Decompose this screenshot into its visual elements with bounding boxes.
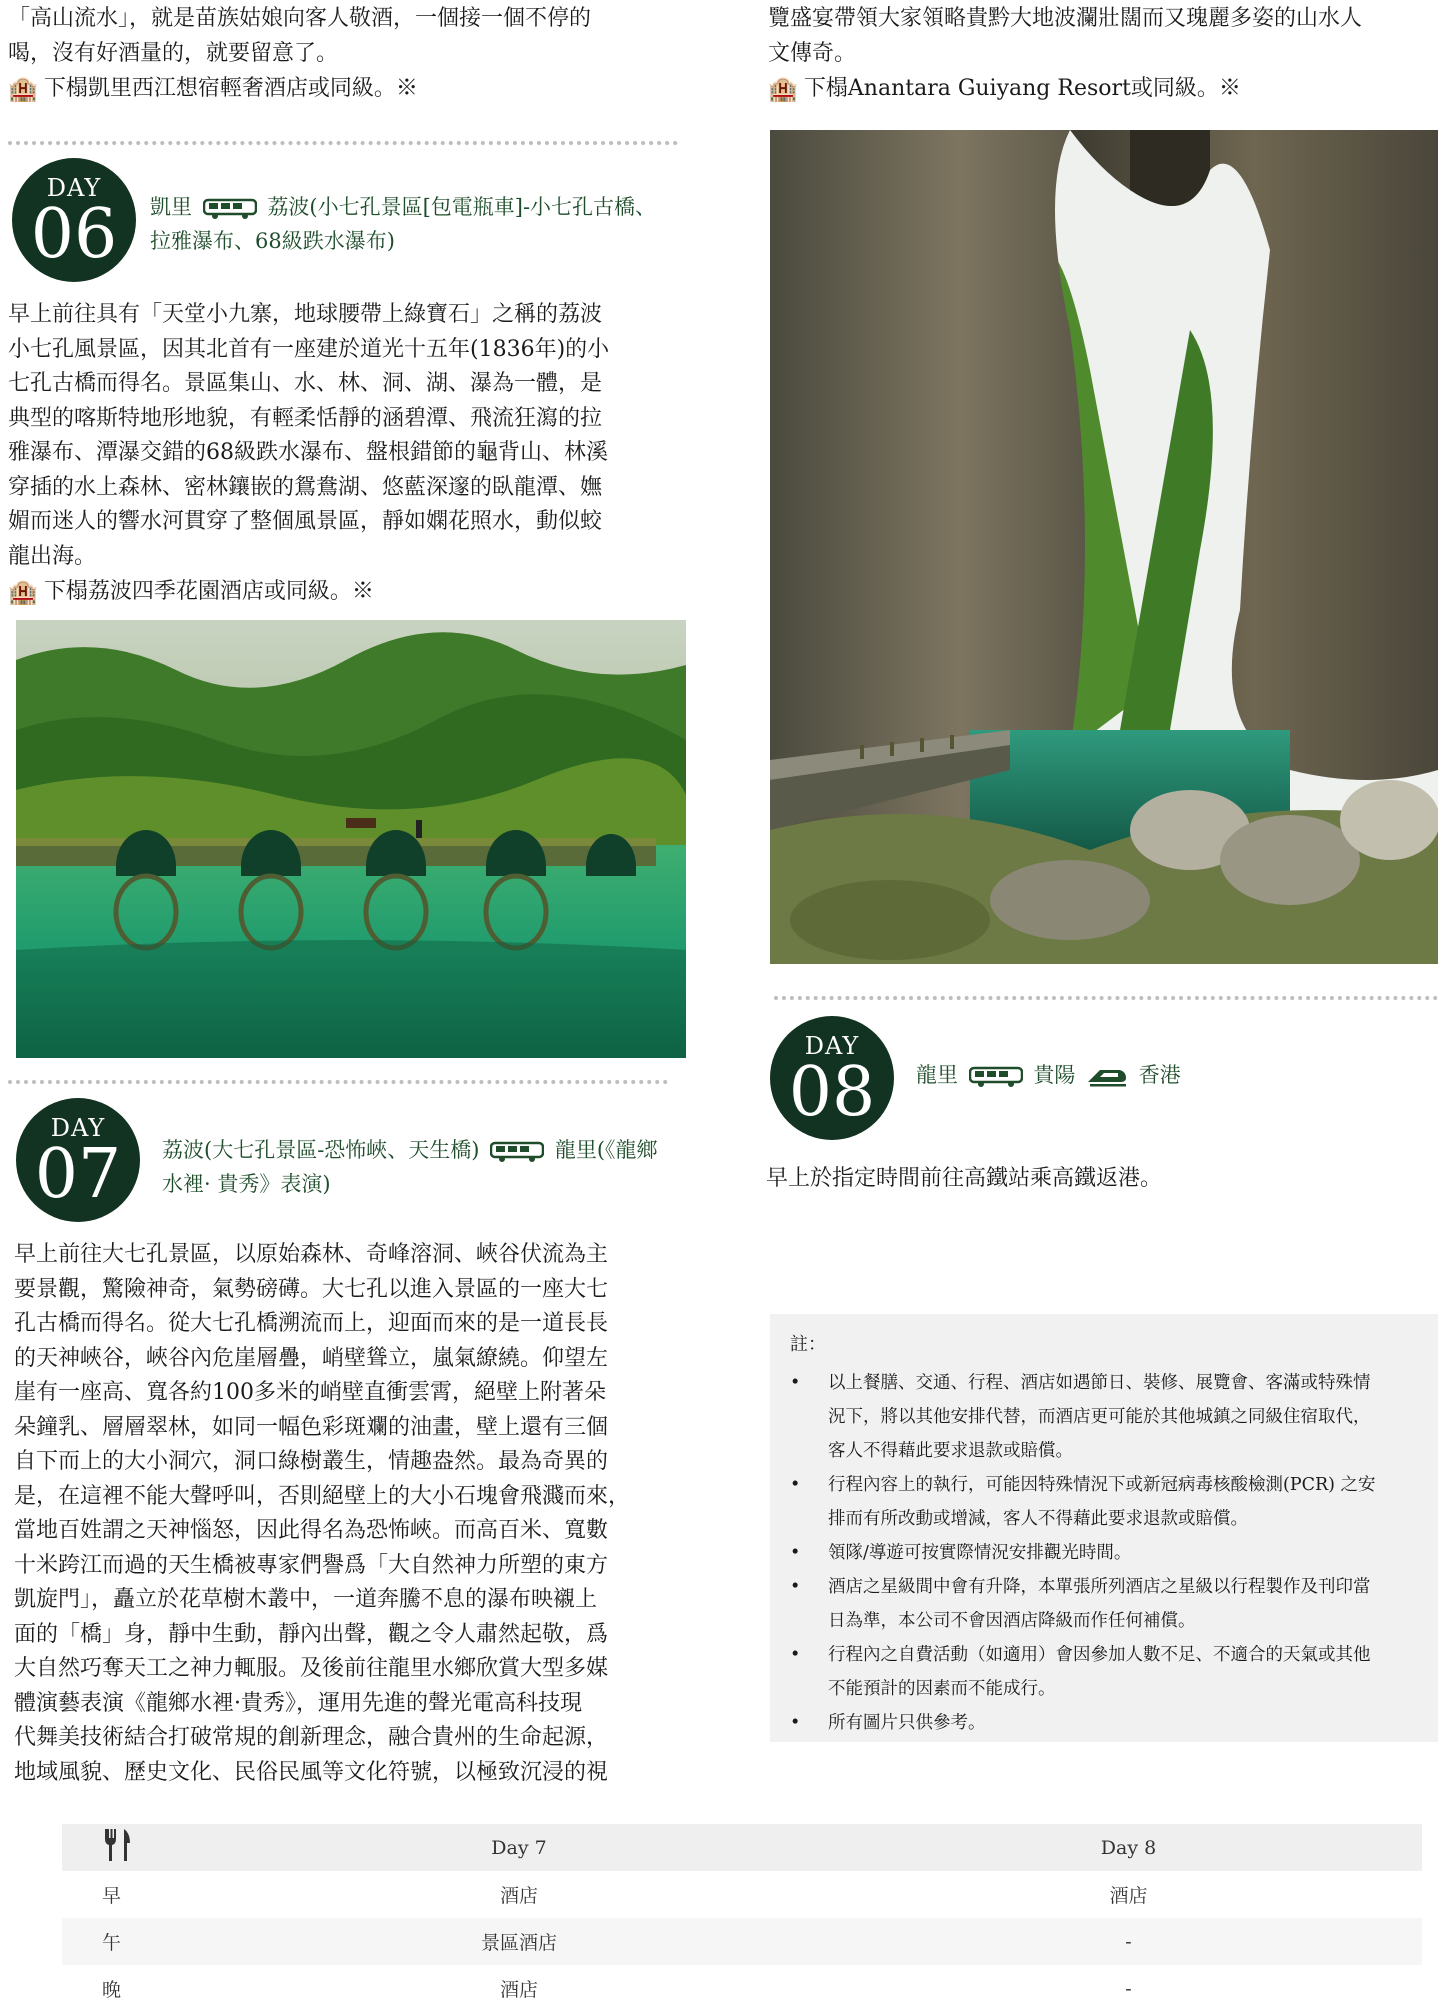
text-line: 是，在這裡不能大聲呼叫，否則絕壁上的大小石塊會飛濺而來， (14, 1483, 631, 1509)
xiaoqikong-bridge-photo (16, 620, 686, 1058)
note-item: • 酒店之星級間中會有升降，本單張所列酒店之星級以行程製作及刊印當 日為準，本公司不會因酒店降級而作任何補償。 (790, 1570, 1410, 1638)
text-line: 地域風貌、歷史文化、民俗民風等文化符號，以極致沉浸的視 (14, 1759, 609, 1785)
day05-continued-text (8, 2, 688, 71)
meals-header-day8: Day 8 (1100, 1836, 1157, 1859)
route-to: 荔波(小七孔景區[包電瓶車]-小七孔古橋、 (267, 195, 657, 219)
text-line: 大自然巧奪天工之神力輒服。及後前往龍里水鄉欣賞大型多媒 (14, 1656, 609, 1681)
hotel-icon: 🏨 (8, 74, 38, 103)
day07-continued-text (768, 2, 1440, 71)
notes-title: 註： (790, 1334, 826, 1355)
day06-description (8, 298, 688, 574)
text-line: 面的「橋」身，靜中生動，靜內出聲，觀之令人肅然起敬，爲 (14, 1621, 609, 1647)
bus-icon (969, 1066, 1023, 1088)
text-line: 早上前往具有「天堂小九寨，地球腰帶上綠寶石」之稱的荔波 (8, 302, 603, 327)
meal-day7: 景區酒店 (480, 1932, 557, 1954)
route-via: 貴陽 (1033, 1063, 1076, 1087)
text-line: 穿插的水上森林、密林鑲嵌的鴛鴦湖、悠藍深邃的臥龍潭、嫵 (8, 474, 603, 500)
divider (8, 1080, 668, 1084)
note-item: • 所有圖片只供參考。 (790, 1706, 1410, 1740)
text-line: 朵鐘乳、層層翠林，如同一幅色彩斑斕的油畫，壁上還有三個 (14, 1414, 609, 1440)
text-line: 當地百姓謂之天神惱怒，因此得名為恐怖峽。而高百米、寬數 (14, 1518, 609, 1543)
text-line: 十米跨江而過的天生橋被專家們譽爲「大自然神力所塑的東方 (14, 1552, 609, 1578)
meals-header-icon-cell (62, 1824, 203, 1871)
route-line-2: 水裡· 貴秀》表演) (162, 1172, 331, 1196)
day07-description (14, 1238, 704, 1790)
route-line-2: 拉雅瀑布、68級跌水瀑布) (150, 229, 395, 253)
meal-day8: - (1125, 1930, 1132, 1953)
canyon-bridge-photo (770, 130, 1438, 964)
table-row (62, 1871, 1422, 1918)
hotel-text: 下榻Anantara Guiyang Resort或同級。※ (803, 76, 1241, 101)
day-number: 08 (788, 1053, 876, 1132)
meals-table (62, 1824, 1422, 2012)
fork-knife-icon (102, 1827, 132, 1863)
day-label: DAY (50, 1114, 106, 1142)
text-line: 崖有一座高、寬各約100多米的峭壁直衝雲霄，絕壁上附著朵 (14, 1380, 606, 1405)
text-line: 要景觀，驚險神奇，氣勢磅礡。大七孔以進入景區的一座大七 (14, 1276, 609, 1302)
table-row (62, 1965, 1422, 2012)
text-line: 文傳奇。 (768, 40, 857, 66)
meal-day7: 酒店 (499, 1979, 538, 2001)
day-badge-06 (12, 158, 136, 282)
text-line: 小七孔風景區，因其北首有一座建於道光十五年(1836年)的小 (8, 336, 610, 362)
day-number: 07 (34, 1135, 122, 1214)
text-line: 「高山流水」，就是苗族姑娘向客人敬酒，一個接一個不停的 (8, 6, 592, 31)
note-item: • 領隊/導遊可按實際情況安排觀光時間。 (790, 1536, 1410, 1570)
text-line: 早上前往大七孔景區，以原始森林、奇峰溶洞、峽谷伏流為主 (14, 1242, 609, 1267)
text-line: 覽盛宴帶領大家領略貴黔大地波瀾壯闊而又瑰麗多姿的山水人 (768, 6, 1363, 31)
note-item: • 以上餐膳、交通、行程、酒店如遇節日、裝修、展覽會、客滿或特殊情 況下，將以其他安排代替，而酒店更可能於其他城鎮之同級住宿取代， 客人不得藉此要求退款或賠償。 (790, 1366, 1410, 1468)
meal-name: 晚 (102, 1979, 122, 2001)
text-line: 孔古橋而得名。從大七孔橋溯流而上，迎面而來的是一道長長 (14, 1311, 609, 1336)
meals-header-day7: Day 7 (491, 1836, 547, 1859)
text-line: 的天神峽谷，峽谷內危崖層疊，峭壁聳立，嵐氣繚繞。仰望左 (14, 1345, 609, 1371)
day05-hotel (8, 72, 418, 106)
meal-name: 早 (102, 1885, 122, 1907)
meal-day8: - (1125, 1977, 1132, 2000)
day06-route (150, 190, 690, 258)
divider (8, 141, 678, 145)
day-badge-08 (770, 1016, 894, 1140)
text-line: 七孔古橋而得名。景區集山、水、林、洞、湖、瀑為一體，是 (8, 371, 603, 396)
notes-list (790, 1366, 1410, 1740)
day06-hotel (8, 575, 374, 609)
hotel-text: 下榻凱里西江想宿輕奢酒店或同級。※ (43, 76, 418, 101)
text-line: 代舞美技術結合打破常規的創新理念，融合貴州的生命起源， (14, 1725, 609, 1750)
meal-name: 午 (102, 1932, 122, 1954)
text-line: 典型的喀斯特地形地貌，有輕柔恬靜的涵碧潭、飛流狂瀉的拉 (8, 405, 603, 431)
text-line: 喝，沒有好酒量的，就要留意了。 (8, 40, 339, 66)
note-item: • 行程內容上的執行，可能因特殊情況下或新冠病毒核酸檢測(PCR) 之安 排而有所改動或增減，客人不得藉此要求退款或賠償。 (790, 1468, 1410, 1536)
day-badge-07 (16, 1098, 140, 1222)
hotel-icon: 🏨 (768, 74, 798, 103)
day08-description (766, 1162, 1438, 1197)
divider (774, 996, 1438, 1000)
meal-day7: 酒店 (499, 1885, 538, 1907)
route-from: 龍里 (916, 1063, 958, 1087)
text-line: 龍出海。 (8, 543, 97, 569)
route-to: 龍里(《龍鄉 (554, 1138, 658, 1162)
route-from: 凱里 (150, 195, 192, 219)
text-line: 體演藝表演《龍鄉水裡·貴秀》，運用先進的聲光電高科技現 (14, 1690, 582, 1716)
meals-table-wrap (62, 1824, 1422, 2012)
table-header-row (62, 1824, 1422, 1871)
text-line: 媚而迷人的響水河貫穿了整個風景區，靜如嫻花照水，動似蛟 (8, 509, 603, 534)
day-label: DAY (46, 174, 102, 202)
text-line: 早上於指定時間前往高鐵站乘高鐵返港。 (766, 1166, 1163, 1191)
text-line: 自下而上的大小洞穴，洞口綠樹叢生，情趣盎然。最為奇異的 (14, 1449, 609, 1474)
hotel-icon: 🏨 (8, 577, 38, 606)
hotel-text: 下榻荔波四季花園酒店或同級。※ (43, 579, 374, 604)
text-line: 凱旋門」，矗立於花草樹木叢中，一道奔騰不息的瀑布映襯上 (14, 1587, 598, 1612)
day07-route (162, 1133, 692, 1201)
meal-day8: 酒店 (1109, 1885, 1148, 1907)
text-line: 雅瀑布、潭瀑交錯的68級跌水瀑布、盤根錯節的龜背山、林溪 (8, 440, 608, 465)
bus-icon (203, 198, 257, 220)
bus-icon (490, 1141, 544, 1163)
note-item: • 行程內之自費活動（如適用）會因參加人數不足、不適合的天氣或其他 不能預計的因素而不能成行。 (790, 1638, 1410, 1706)
day-label: DAY (804, 1032, 860, 1060)
table-row (62, 1918, 1422, 1965)
route-from: 荔波(大七孔景區-恐怖峽、天生橋) (162, 1138, 480, 1162)
route-to: 香港 (1138, 1063, 1181, 1087)
day-number: 06 (30, 195, 118, 274)
day08-route (916, 1058, 1181, 1092)
day07-hotel (768, 72, 1241, 106)
high-speed-train-icon (1086, 1066, 1128, 1088)
notes-box (770, 1314, 1438, 1742)
